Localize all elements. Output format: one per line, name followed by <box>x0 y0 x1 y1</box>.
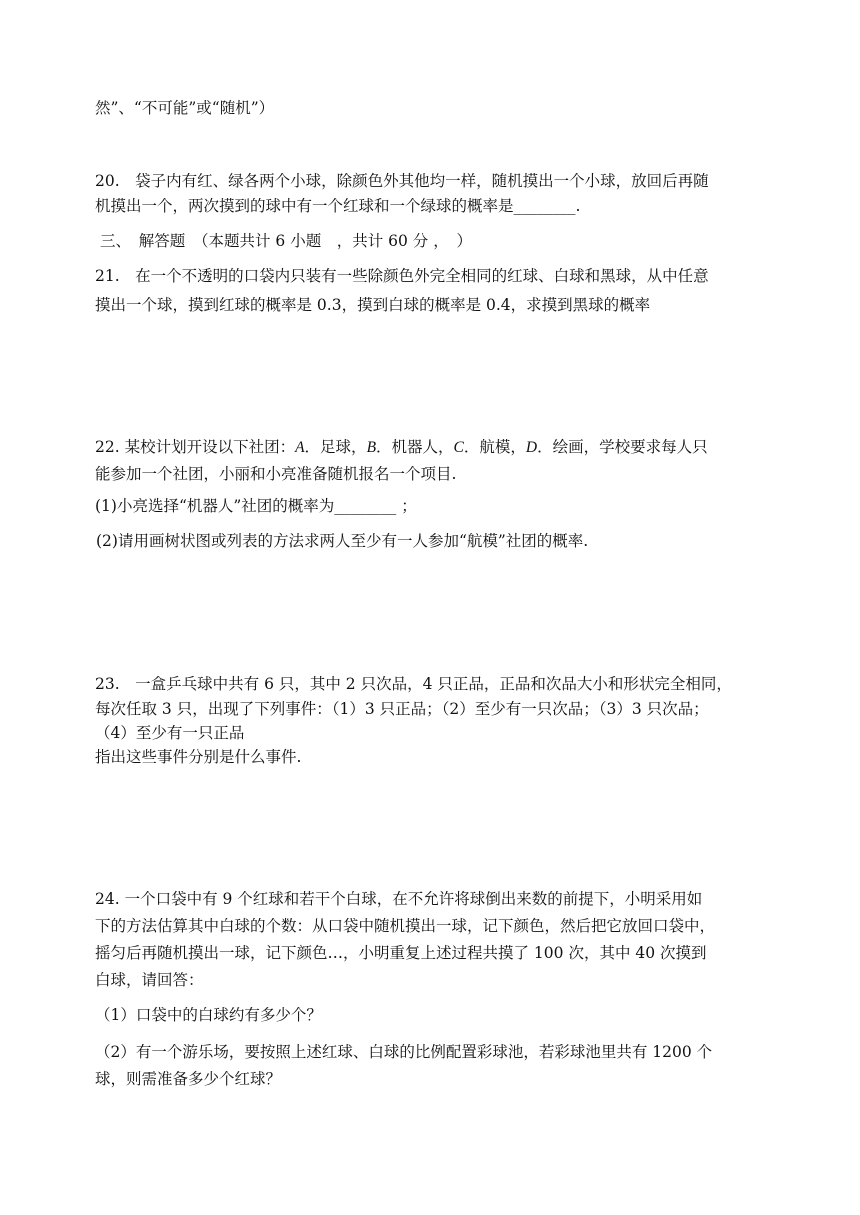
q24-line-3: 摇匀后再随机摸出一球，记下颜色…，小明重复上述过程共摸了 100 次，其中 40 次摸到 <box>95 944 707 962</box>
q21-line-2: 摸出一个球，摸到红球的概率是 0.3，摸到白球的概率是 0.4，求摸到黑球的概率 <box>95 296 651 314</box>
q24-line-2: 下的方法估算其中白球的个数：从口袋中随机摸出一球，记下颜色，然后把它放回口袋中， <box>95 917 716 935</box>
option-b-text: ．机器人， <box>376 438 454 456</box>
q24-line-1: 24. 一个口袋中有 9 个红球和若干个白球，在不允许将球倒出来数的前提下，小明采用如 <box>95 890 703 908</box>
q23-line-1: 23. 一盒乒乓球中共有 6 只，其中 2 只次品，4 只正品，正品和次品大小和形状完全相同， <box>95 675 732 693</box>
q24-line-4: 白球，请回答： <box>95 971 204 989</box>
q22-line-2: 能参加一个社团，小丽和小亮准备随机报名一个项目. <box>95 465 457 483</box>
option-d-text: ．绘画，学校要求每人只 <box>537 438 708 456</box>
option-a-label: A <box>295 439 305 456</box>
option-c-text: ．航模， <box>463 438 526 456</box>
q19-continuation: 然”、“不可能”或“随机”） <box>95 99 275 117</box>
q23-line-3: （4）至少有一只正品 <box>95 724 245 742</box>
option-a-text: ．足球， <box>304 438 367 456</box>
q23-line-4: 指出这些事件分别是什么事件. <box>95 748 302 766</box>
q22-intro-text: 22. 某校计划开设以下社团： <box>95 438 296 456</box>
option-d-label: D <box>525 439 538 456</box>
q24-part-1: （1）口袋中的白球约有多少个？ <box>95 1006 322 1024</box>
q22-part-1: (1)小亮选择“机器人”社团的概率为________ ； <box>95 497 417 515</box>
q24-part-2-line-1: （2）有一个游乐场，要按照上述红球、白球的比例配置彩球池，若彩球池里共有 1200 个 <box>95 1043 713 1061</box>
q22-line-1 <box>95 436 708 459</box>
option-c-label: C <box>453 439 464 456</box>
q24-part-2-line-2: 球，则需准备多少个红球？ <box>95 1070 282 1088</box>
section-3-heading: 三、 解答题 （本题共计 6 小题 ，共计 60 分 ， ） <box>100 232 472 250</box>
q21-line-1: 21. 在一个不透明的口袋内只装有一些除颜色外完全相同的红球、白球和黑球，从中任意 <box>95 267 709 285</box>
q22-part-2: (2)请用画树状图或列表的方法求两人至少有一人参加“航模”社团的概率. <box>96 532 589 550</box>
q20-line-1: 20. 袋子内有红、绿各两个小球，除颜色外其他均一样，随机摸出一个小球，放回后再随 <box>95 172 709 190</box>
option-b-label: B <box>366 439 377 456</box>
q20-line-2: 机摸出一个，两次摸到的球中有一个红球和一个绿球的概率是________. <box>95 197 581 215</box>
q23-line-2: 每次任取 3 只，出现了下列事件：（1）3 只正品；（2）至少有一只次品；（3）3 只次品； <box>95 700 709 718</box>
